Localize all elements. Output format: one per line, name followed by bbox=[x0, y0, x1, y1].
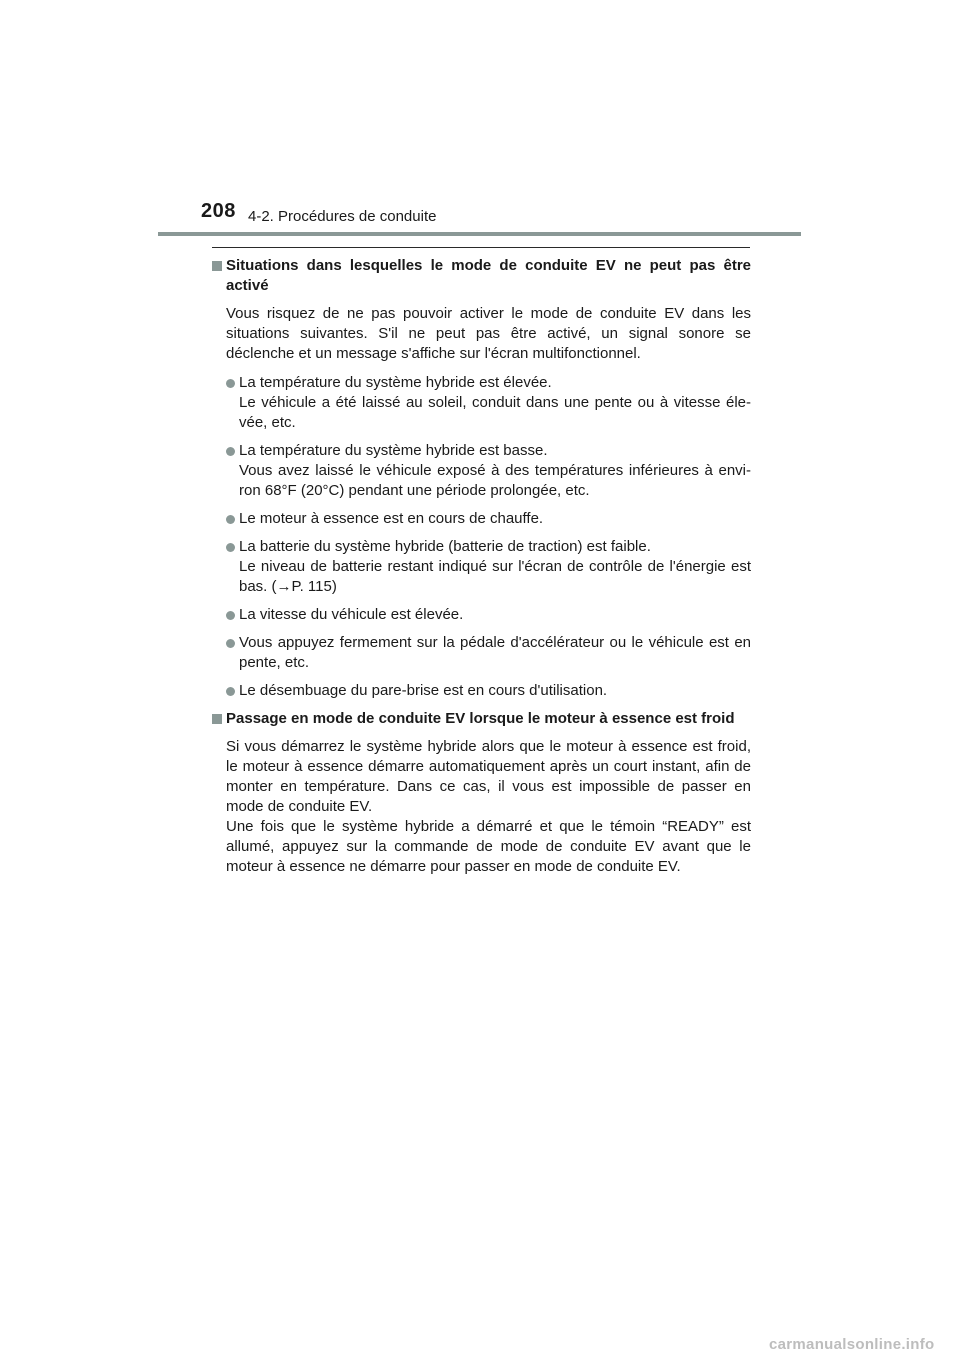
header-rule bbox=[158, 232, 801, 236]
list-item-detail: Le niveau de batterie restant indiqué sur l'écran de contrôle de l'énergie est bas. (→P. 115) bbox=[239, 558, 751, 595]
round-bullet-icon bbox=[226, 447, 235, 456]
square-bullet-icon bbox=[212, 261, 222, 271]
paragraph-text: Si vous démarrez le système hybride alors que le moteur à essence est froid, le moteur à essence démarre automatiquement après un court instant, afin de monter en température. Dans ce cas, il vous est impossible de passer en mode de conduite EV. bbox=[226, 738, 751, 815]
list-item bbox=[212, 681, 751, 701]
content-rule bbox=[212, 247, 750, 248]
list-item-main: La vitesse du véhicule est élevée. bbox=[239, 606, 464, 623]
list-item bbox=[212, 537, 751, 597]
page-content bbox=[212, 256, 751, 886]
body-paragraph bbox=[212, 737, 751, 877]
list-item-main: La batterie du système hybride (batterie de traction) est faible. bbox=[239, 538, 651, 555]
section-heading-ev-unavailable bbox=[212, 256, 751, 296]
list-item-main: Vous appuyez fermement sur la pédale d'accélérateur ou le véhicule est en pente, etc. bbox=[239, 634, 751, 671]
round-bullet-icon bbox=[226, 379, 235, 388]
list-item-main: La température du système hybride est élevée. bbox=[239, 374, 552, 391]
list-item-detail: Le véhicule a été laissé au soleil, conduit dans une pente ou à vitesse éle-vée, etc. bbox=[239, 394, 751, 431]
list-item-main: Le moteur à essence est en cours de chauffe. bbox=[239, 510, 544, 527]
intro-paragraph: Vous risquez de ne pas pouvoir activer le mode de conduite EV dans les situations suivantes. S'il ne peut pas être activé, un signal sonore se déclenche et un message s'affiche sur l'écran multifonctionnel. bbox=[226, 305, 751, 362]
round-bullet-icon bbox=[226, 639, 235, 648]
round-bullet-icon bbox=[226, 611, 235, 620]
paragraph-text: Une fois que le système hybride a démarré et que le témoin “READY” est allumé, appuyez sur la commande de mode de conduite EV avant que le moteur à essence ne démarre pour passer en mode de conduite EV. bbox=[226, 818, 751, 875]
heading-text: Passage en mode de conduite EV lorsque le moteur à essence est froid bbox=[226, 710, 735, 727]
list-item bbox=[212, 509, 751, 529]
section-title: 4-2. Procédures de conduite bbox=[248, 208, 437, 225]
round-bullet-icon bbox=[226, 515, 235, 524]
section-heading-cold-engine bbox=[212, 709, 751, 729]
round-bullet-icon bbox=[226, 543, 235, 552]
list-item bbox=[212, 633, 751, 673]
list-item bbox=[212, 373, 751, 433]
watermark: carmanualsonline.info bbox=[769, 1336, 935, 1353]
list-item bbox=[212, 441, 751, 501]
list-item-main: Le désembuage du pare-brise est en cours d'utilisation. bbox=[239, 682, 608, 699]
square-bullet-icon bbox=[212, 714, 222, 724]
round-bullet-icon bbox=[226, 687, 235, 696]
page-number: 208 bbox=[201, 200, 236, 222]
list-item-detail: Vous avez laissé le véhicule exposé à des températures inférieures à envi-ron 68°F (20°C) pendant une période prolongée, etc. bbox=[239, 462, 751, 499]
list-item bbox=[212, 605, 751, 625]
heading-text: Situations dans lesquelles le mode de conduite EV ne peut pas être activé bbox=[226, 257, 751, 294]
list-item-main: La température du système hybride est basse. bbox=[239, 442, 548, 459]
